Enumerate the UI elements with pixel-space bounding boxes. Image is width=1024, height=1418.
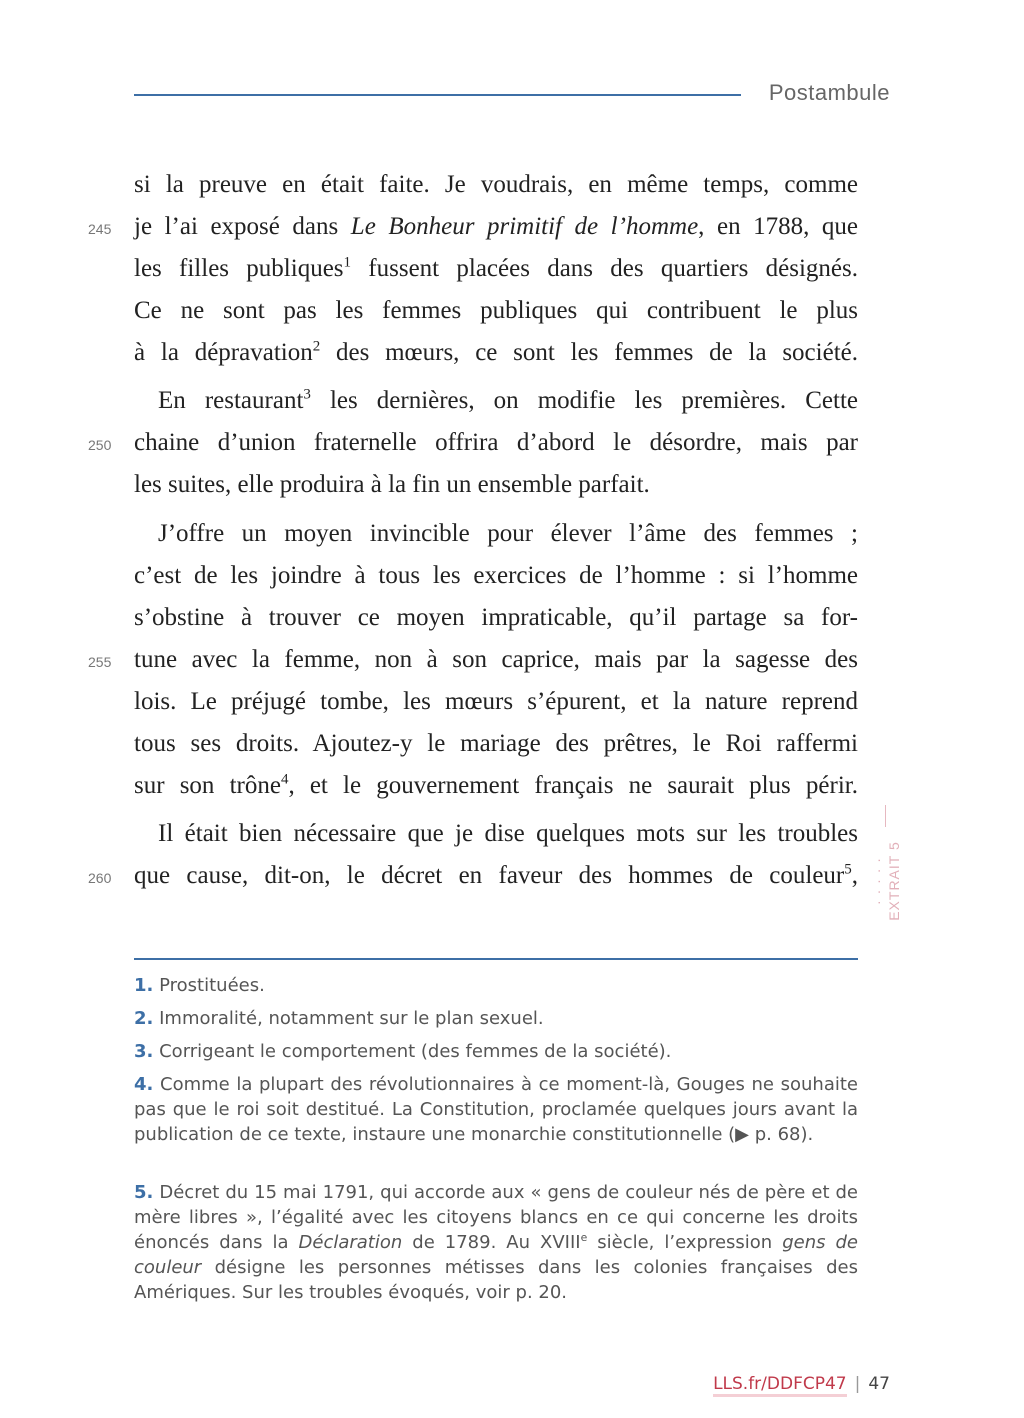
page-footer	[713, 1374, 890, 1394]
footnote: 3. Corrigeant le comportement (des femmes de la société).	[134, 1041, 672, 1062]
text-line: chaine d’union fraternelle offrira d’abord le désordre, mais par	[134, 429, 858, 456]
text-line: J’offre un moyen invincible pour élever l’âme des femmes ;	[158, 520, 858, 547]
running-title: Postambule	[768, 80, 890, 105]
page-number: 47	[868, 1374, 890, 1394]
text-line: lois. Le préjugé tombe, les mœurs s’épurent, et la nature reprend	[134, 688, 858, 715]
companion-site-link[interactable]: LLS.fr/DDFCP47	[713, 1374, 847, 1397]
line-number: 255	[88, 654, 112, 670]
text-line: je l’ai exposé dans Le Bonheur primitif de l’homme, en 1788, que	[134, 213, 859, 240]
text-line: les filles publiques$^1$ fussent placées dans des quartiers désignés.	[134, 254, 858, 282]
text-line: s’obstine à trouver ce moyen impraticable, qu’il partage sa for-	[134, 604, 858, 631]
extract-side-tab	[871, 805, 901, 945]
text-line: sur son trône$^4$, et le gouvernement français ne saurait plus périr.	[134, 771, 858, 799]
text-line: si la preuve en était faite. Je voudrais, en même temps, comme	[134, 171, 858, 198]
text-line: c’est de les joindre à tous les exercices de l’homme : si l’homme	[134, 562, 858, 589]
text-line: que cause, dit-on, le décret en faveur des hommes de couleur$^5$,	[134, 861, 858, 889]
text-line: tous ses droits. Ajoutez-y le mariage des prêtres, le Roi raffermi	[134, 730, 858, 757]
line-number: 245	[88, 221, 112, 237]
footnote-ref[interactable]: 5	[844, 861, 852, 878]
footnote-rule	[134, 958, 858, 960]
text-line: tune avec la femme, non à son caprice, mais par la sagesse des	[134, 646, 858, 673]
footnote: 2. Immoralité, notamment sur le plan sexuel.	[134, 1008, 544, 1029]
side-tab-dots: · · · · ·	[870, 857, 886, 905]
side-tab-label: EXTRAIT 5	[886, 841, 902, 921]
footnote-ref[interactable]: 3	[303, 386, 311, 403]
footnote-ref[interactable]: 4	[280, 771, 289, 788]
text-line: à la dépravation$^2$ des mœurs, ce sont les femmes de la société.	[134, 338, 858, 366]
footnote-ref[interactable]: 1	[343, 254, 352, 271]
text-line: Il était bien nécessaire que je dise quelques mots sur les troubles	[158, 820, 858, 847]
header-rule	[134, 94, 741, 96]
text-line: En restaurant$^3$ les dernières, on modifie les premières. Cette	[158, 386, 858, 414]
side-tab-bar	[885, 805, 886, 827]
footnote: 4. Comme la plupart des révolutionnaires à ce moment-là, Gouges ne souhaite pas que le roi soit destitué. La Constitution, proclamée quelques jours avant la publication de ce texte, instaure une monarchie constitutionnelle (▶ p. 68).	[134, 1074, 858, 1145]
text-line: Ce ne sont pas les femmes publiques qui contribuent le plus	[134, 297, 858, 324]
footer-separator: |	[854, 1374, 861, 1394]
footnote: 1. Prostituées.	[134, 975, 265, 996]
footnote-ref[interactable]: 2	[312, 338, 321, 355]
text-line: les suites, elle produira à la fin un ensemble parfait.	[134, 471, 650, 498]
line-number: 250	[88, 437, 112, 453]
line-number: 260	[88, 870, 112, 886]
footnote: 5. Décret du 15 mai 1791, qui accorde aux « gens de couleur nés de père et de mère libres », l’égalité avec les citoyens blancs en ce qui concerne les droits énoncés dans la Déclaration de 1789. Au XVIIIe siècle, l’expression gens de couleur désigne les personnes métisses dans les colonies françaises des Amériques. Sur les troubles évoqués, voir p. 20.	[134, 1182, 858, 1303]
